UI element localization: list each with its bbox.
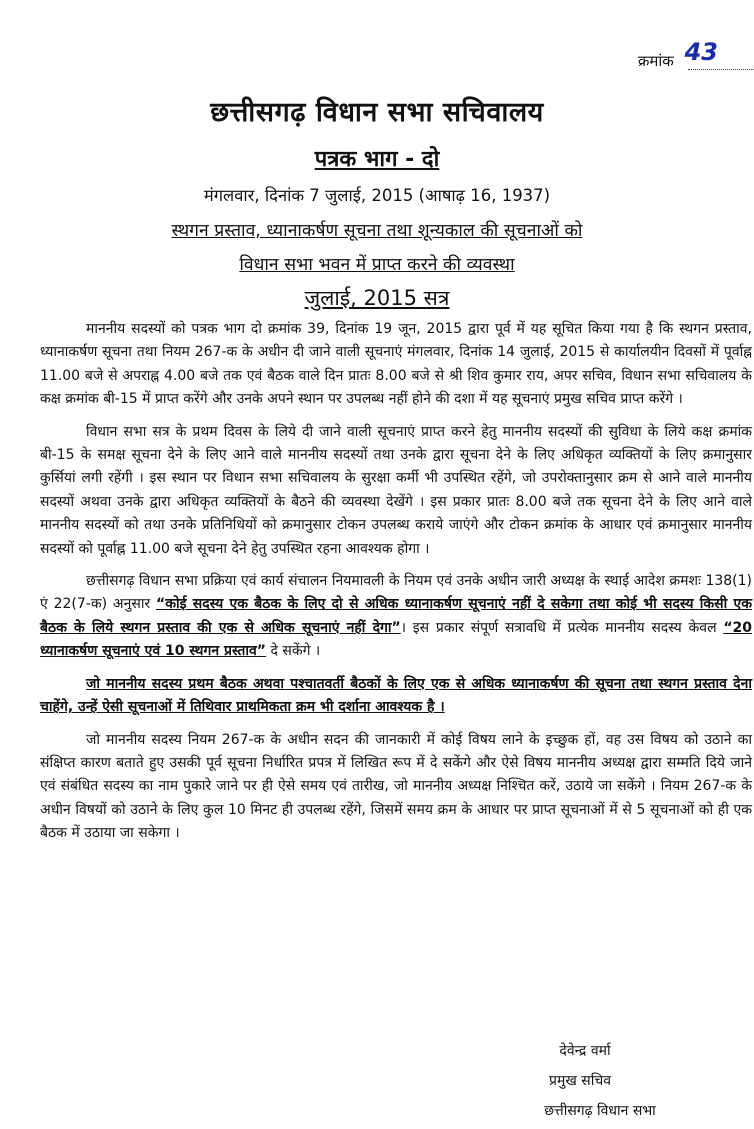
document-part bbox=[0, 143, 754, 173]
paragraph-3-quote-2: “20 ध्यानाकर्षण सूचनाएं एवं 10 स्थगन प्रस्ताव” bbox=[40, 619, 752, 660]
serial-number bbox=[637, 38, 718, 72]
session-heading bbox=[0, 284, 754, 312]
paragraph-3-part-e: दे सकेंगे । bbox=[266, 643, 321, 660]
signatory-name: देवेन्द्र वर्मा bbox=[559, 1043, 611, 1059]
signature-block bbox=[430, 1036, 730, 1126]
subject-line-2-text: विधान सभा भवन में प्राप्त करने की व्यवस्था bbox=[239, 255, 515, 275]
document-date: मंगलवार, दिनांक 7 जुलाई, 2015 (आषाढ़ 16, 1937) bbox=[203, 186, 551, 205]
paragraph-1: माननीय सदस्यों को पत्रक भाग दो क्रमांक 39, दिनांक 19 जून, 2015 द्वारा पूर्व में यह सूचित किया गया है कि स्थगन प्रस्ताव, ध्यानाकर्षण सूचना तथा नियम 267-क के अधीन दी जाने वाली सूचनाएं मंगलवार, दिनांक 14 जुलाई, 2015 से कार्यालयीन दिवसों में पूर्वाह्न 11.00 बजे से अपराह्न 4.00 बजे तक एवं बैठक वाले दिन प्रातः 8.00 बजे से श्री शिव कुमार राय, अपर सचिव, विधान सभा सचिवालय के कक्ष क्रमांक बी-15 में प्राप्त करेंगे और उनके अपने स्थान पर उपलब्ध नहीं होने की दशा में यह सूचनाएं प्रमुख सचिव प्राप्त करेंगे । bbox=[40, 321, 752, 408]
paragraph-5: जो माननीय सदस्य नियम 267-क के अधीन सदन की जानकारी में कोई विषय लाने के इच्छुक हों, वह उस विषय को उठाने का संक्षिप्त कारण बताते हुए उसकी पूर्व सूचना निर्धारित प्रपत्र में लिखित रूप में दे सकेंगे और ऐसे विषय माननीय अध्यक्ष द्वारा सम्मति दिये जाने एवं संबंधित सदस्य का नाम पुकारे जाने पर ही ऐसे समय एवं तारीख, जो माननीय अध्यक्ष निश्चित करें, उठाये जा सकेंगे । नियम 267-क के अधीन विषयों को उठाने के लिए कुल 10 मिनट ही उपलब्ध रहेंगे, जिसमें समय क्रम के आधार पर प्राप्त सूचनाओं में से 5 सूचनाओं को ही एक बैठक में उठाया जा सकेगा । bbox=[40, 731, 752, 842]
subject-line-1-text: स्थगन प्रस्ताव, ध्यानाकर्षण सूचना तथा शून्यकाल की सूचनाओं को bbox=[171, 221, 583, 241]
serial-label: क्रमांक bbox=[637, 52, 674, 70]
document-part-text: पत्रक भाग - दो bbox=[314, 147, 440, 172]
paragraph-4: जो माननीय सदस्य प्रथम बैठक अथवा पश्चातवर्ती बैठकों के लिए एक से अधिक ध्यानाकर्षण की सूचना तथा स्थगन प्रस्ताव देना चाहेंगे, उन्हें ऐसी सूचनाओं में तिथिवार प्राथमिकता क्रम भी दर्शाना आवश्यक है । bbox=[40, 675, 752, 716]
session-heading-text: जुलाई, 2015 सत्र bbox=[304, 286, 450, 310]
paragraph-3-quote-1: “कोई सदस्य एक बैठक के लिए दो से अधिक ध्यानाकर्षण सूचनाएं नहीं दे सकेगा तथा कोई भी सदस्य किसी एक बैठक के लिये स्थगन प्रस्ताव की एक से अधिक सूचनाएं नहीं देगा” bbox=[40, 596, 752, 636]
paragraph-3-part-a: छत्तीसगढ़ विधान सभा प्रक्रिया एवं कार्य संचालन नियमावली के नियम एवं उनके अधीन जारी अध्यक्ष के स्थाई आदेश क्रमशः 138(1) एं 22(7-क) अनुसार bbox=[40, 573, 752, 613]
signatory-office: छत्तीसगढ़ विधान सभा bbox=[544, 1103, 656, 1119]
subject-line-1 bbox=[0, 218, 754, 242]
paragraph-2: विधान सभा सत्र के प्रथम दिवस के लिये दी जाने वाली सूचनाएं प्राप्त करने हेतु माननीय सदस्यों की सुविधा के लिये कक्ष क्रमांक बी-15 के समक्ष सूचना देने के लिए आने वाले माननीय सदस्यों तथा उनके द्वारा सूचना देने के लिए अधिकृत व्यक्तियों के लिए क्रमानुसार कुर्सियां लगी रहेंगी । इस स्थान पर विधान सभा सचिवालय के सुरक्षा कर्मी भी उपस्थित रहेंगे, जो उपरोक्तानुसार क्रम से आने वाले माननीय सदस्यों अथवा उनके द्वारा अधिकृत व्यक्तियों के बैठने की व्यवस्था देखेंगे । इस प्रकार प्रातः 8.00 बजे तक सूचना देने के लिए आने वाले माननीय सदस्यों को तथा उनके प्रतिनिधियों को क्रमानुसार टोकन उपलब्ध कराये जाएंगे और टोकन क्रमांक के आधार एवं क्रमानुसार माननीय सदस्यों को पूर्वाह्न 11.00 बजे सूचना देने हेतु उपस्थित रहना आवश्यक होगा । bbox=[40, 423, 752, 557]
paragraph-3 bbox=[40, 570, 752, 664]
signatory-designation: प्रमुख सचिव bbox=[548, 1073, 611, 1089]
document-title: छत्तीसगढ़ विधान सभा सचिवालय bbox=[210, 97, 544, 128]
serial-dotted-line bbox=[688, 69, 754, 70]
subject-line-2 bbox=[0, 252, 754, 276]
serial-number-handwritten: 43 bbox=[684, 38, 718, 66]
document-body bbox=[40, 318, 752, 855]
paragraph-3-part-c: । इस प्रकार संपूर्ण सत्रावधि में प्रत्येक माननीय सदस्य केवल bbox=[400, 619, 724, 636]
